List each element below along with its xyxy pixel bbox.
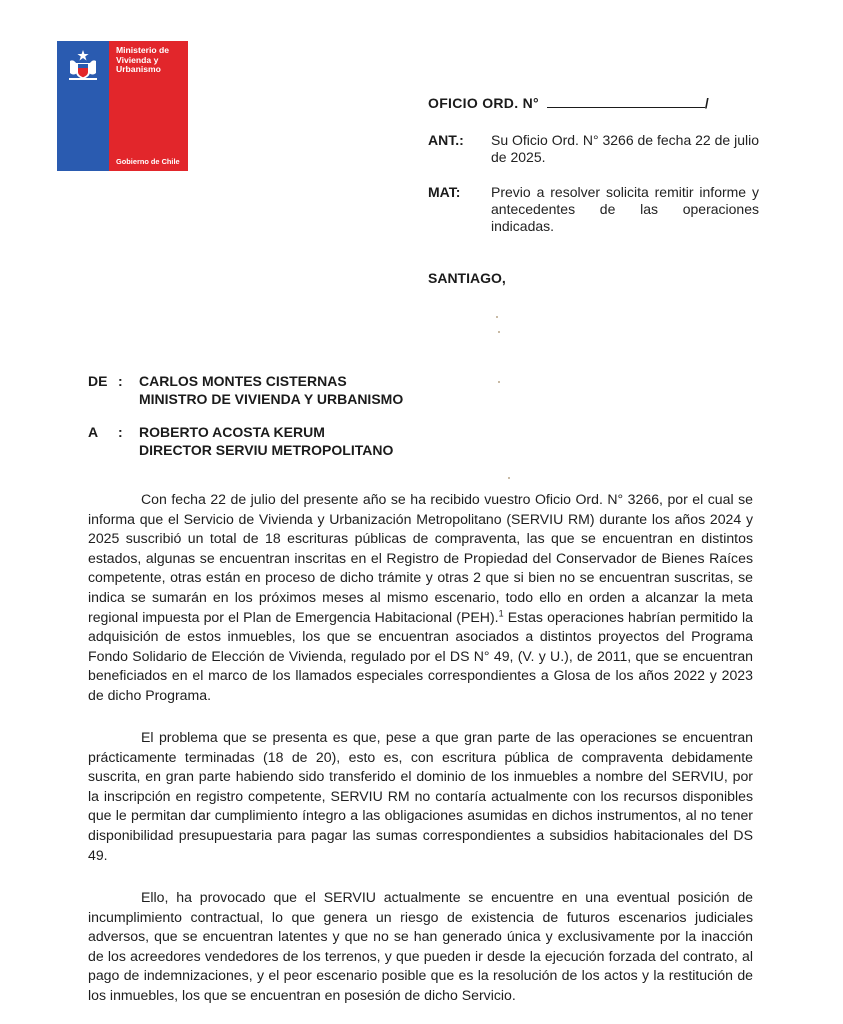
body-paragraph-1-text: Con fecha 22 de julio del presente año se ha recibido vuestro Oficio Ord. N° 3266, por el cual se informa que el Servicio de Vivienda y Urbanización Metropolitano (SERVIU RM) durante los años 2024 y 2025 suscribió un total de 18 escrituras públicas de compraventa, las que se encuentran en distintos estados, algunas se encuentran inscritas en el Registro de Propiedad del Conservador de Bienes Raíces competente, otras están en proceso de dicho trámite y otras 2 que si bien no se encuentran suscritas, se indica se sumarán en los próximos meses al mismo escenario, todo ello en orden a alcanzar la meta regional impuesta por el Plan de Emergencia Habitacional (PEH). [88,491,753,625]
from-name: CARLOS MONTES CISTERNAS [139,373,347,389]
ant-text: Su Oficio Ord. N° 3266 de fecha 22 de julio de 2025. [491,132,759,165]
coat-of-arms-icon [64,47,102,83]
body-paragraph-1-continuation: Estas operaciones habrían permitido la adquisición de estos inmuebles, los que se encuentran asociados a distintos proyectos del Programa Fondo Solidario de Elección de Vivienda, regulado por el DS N° 49, (V. y U.), de 2011, que se encuentran beneficiados en el marco de los llamados especiales correspondientes a Glosa de los años 2022 y 2023 de dicho Programa. [88,608,753,703]
body-paragraph-2-text: El problema que se presenta es que, pese a que gran parte de las operaciones se encuentran prácticamente terminadas (18 de 20), esto es, con escritura pública de compraventa debidamente suscrita, en gran parte habiendo sido transferido el dominio de los inmuebles a nombre del SERVIU, por la inscripción en registro competente, SERVIU RM no contaría actualmente con los recursos disponibles que le permitan dar cumplimiento íntegro a las obligaciones asumidas en dichos instrumentos, al no tener disponibilidad presupuestaria para pagar las sumas correspondientes a subsidios habitacionales del DS 49. [88,729,753,863]
from-colon: : [118,373,123,389]
city-date: SANTIAGO, [428,270,506,286]
logo-government: Gobierno de Chile [116,157,180,166]
to-colon: : [118,424,123,440]
logo-ministry-line-2: Vivienda y [116,54,159,65]
scan-speck [498,331,500,333]
to-label: A [88,424,99,440]
body-paragraph-2 [88,728,753,865]
body-paragraph-1 [88,490,753,706]
logo-ministry-line-1: Ministerio de [116,45,170,55]
to-name: ROBERTO ACOSTA KERUM [139,424,325,440]
logo-ministry-name [116,46,186,75]
from-label: DE [88,373,108,389]
mat-text: Previo a resolver solicita remitir informe y antecedentes de las operaciones indicadas. [491,184,759,234]
scan-speck [498,381,500,383]
from-title: MINISTRO DE VIVIENDA Y URBANISMO [139,391,404,407]
scan-speck [508,477,510,479]
to-title: DIRECTOR SERVIU METROPOLITANO [139,442,394,458]
ministry-logo [57,41,188,171]
footnote-marker: 1 [498,607,504,618]
body-paragraph-3 [88,888,753,1006]
body-paragraph-3-text: Ello, ha provocado que el SERVIU actualmente se encuentre en una eventual posición de incumplimiento contractual, lo que genera un riesgo de existencia de futuros escenarios judiciales adversos, que se encuentran latentes y que no se han generado única y exclusivamente por la inacción de los acreedores vendedores de los terrenos, y que pueden ir desde la ejecución forzada del contrato, al pago de indemnizaciones, y el peor escenario posible que es la resolución de los actos y la restitución de los inmuebles, los que se encuentran en posesión de dicho Servicio. [88,889,753,1003]
scan-speck [496,316,498,318]
oficio-number-blank [547,95,705,108]
logo-ministry-line-3: Urbanismo [116,64,161,74]
ant-label: ANT.: [428,132,464,148]
oficio-number [428,95,709,111]
oficio-label: OFICIO ORD. N° [428,95,539,111]
oficio-suffix: / [704,95,710,111]
mat-label: MAT: [428,184,461,200]
